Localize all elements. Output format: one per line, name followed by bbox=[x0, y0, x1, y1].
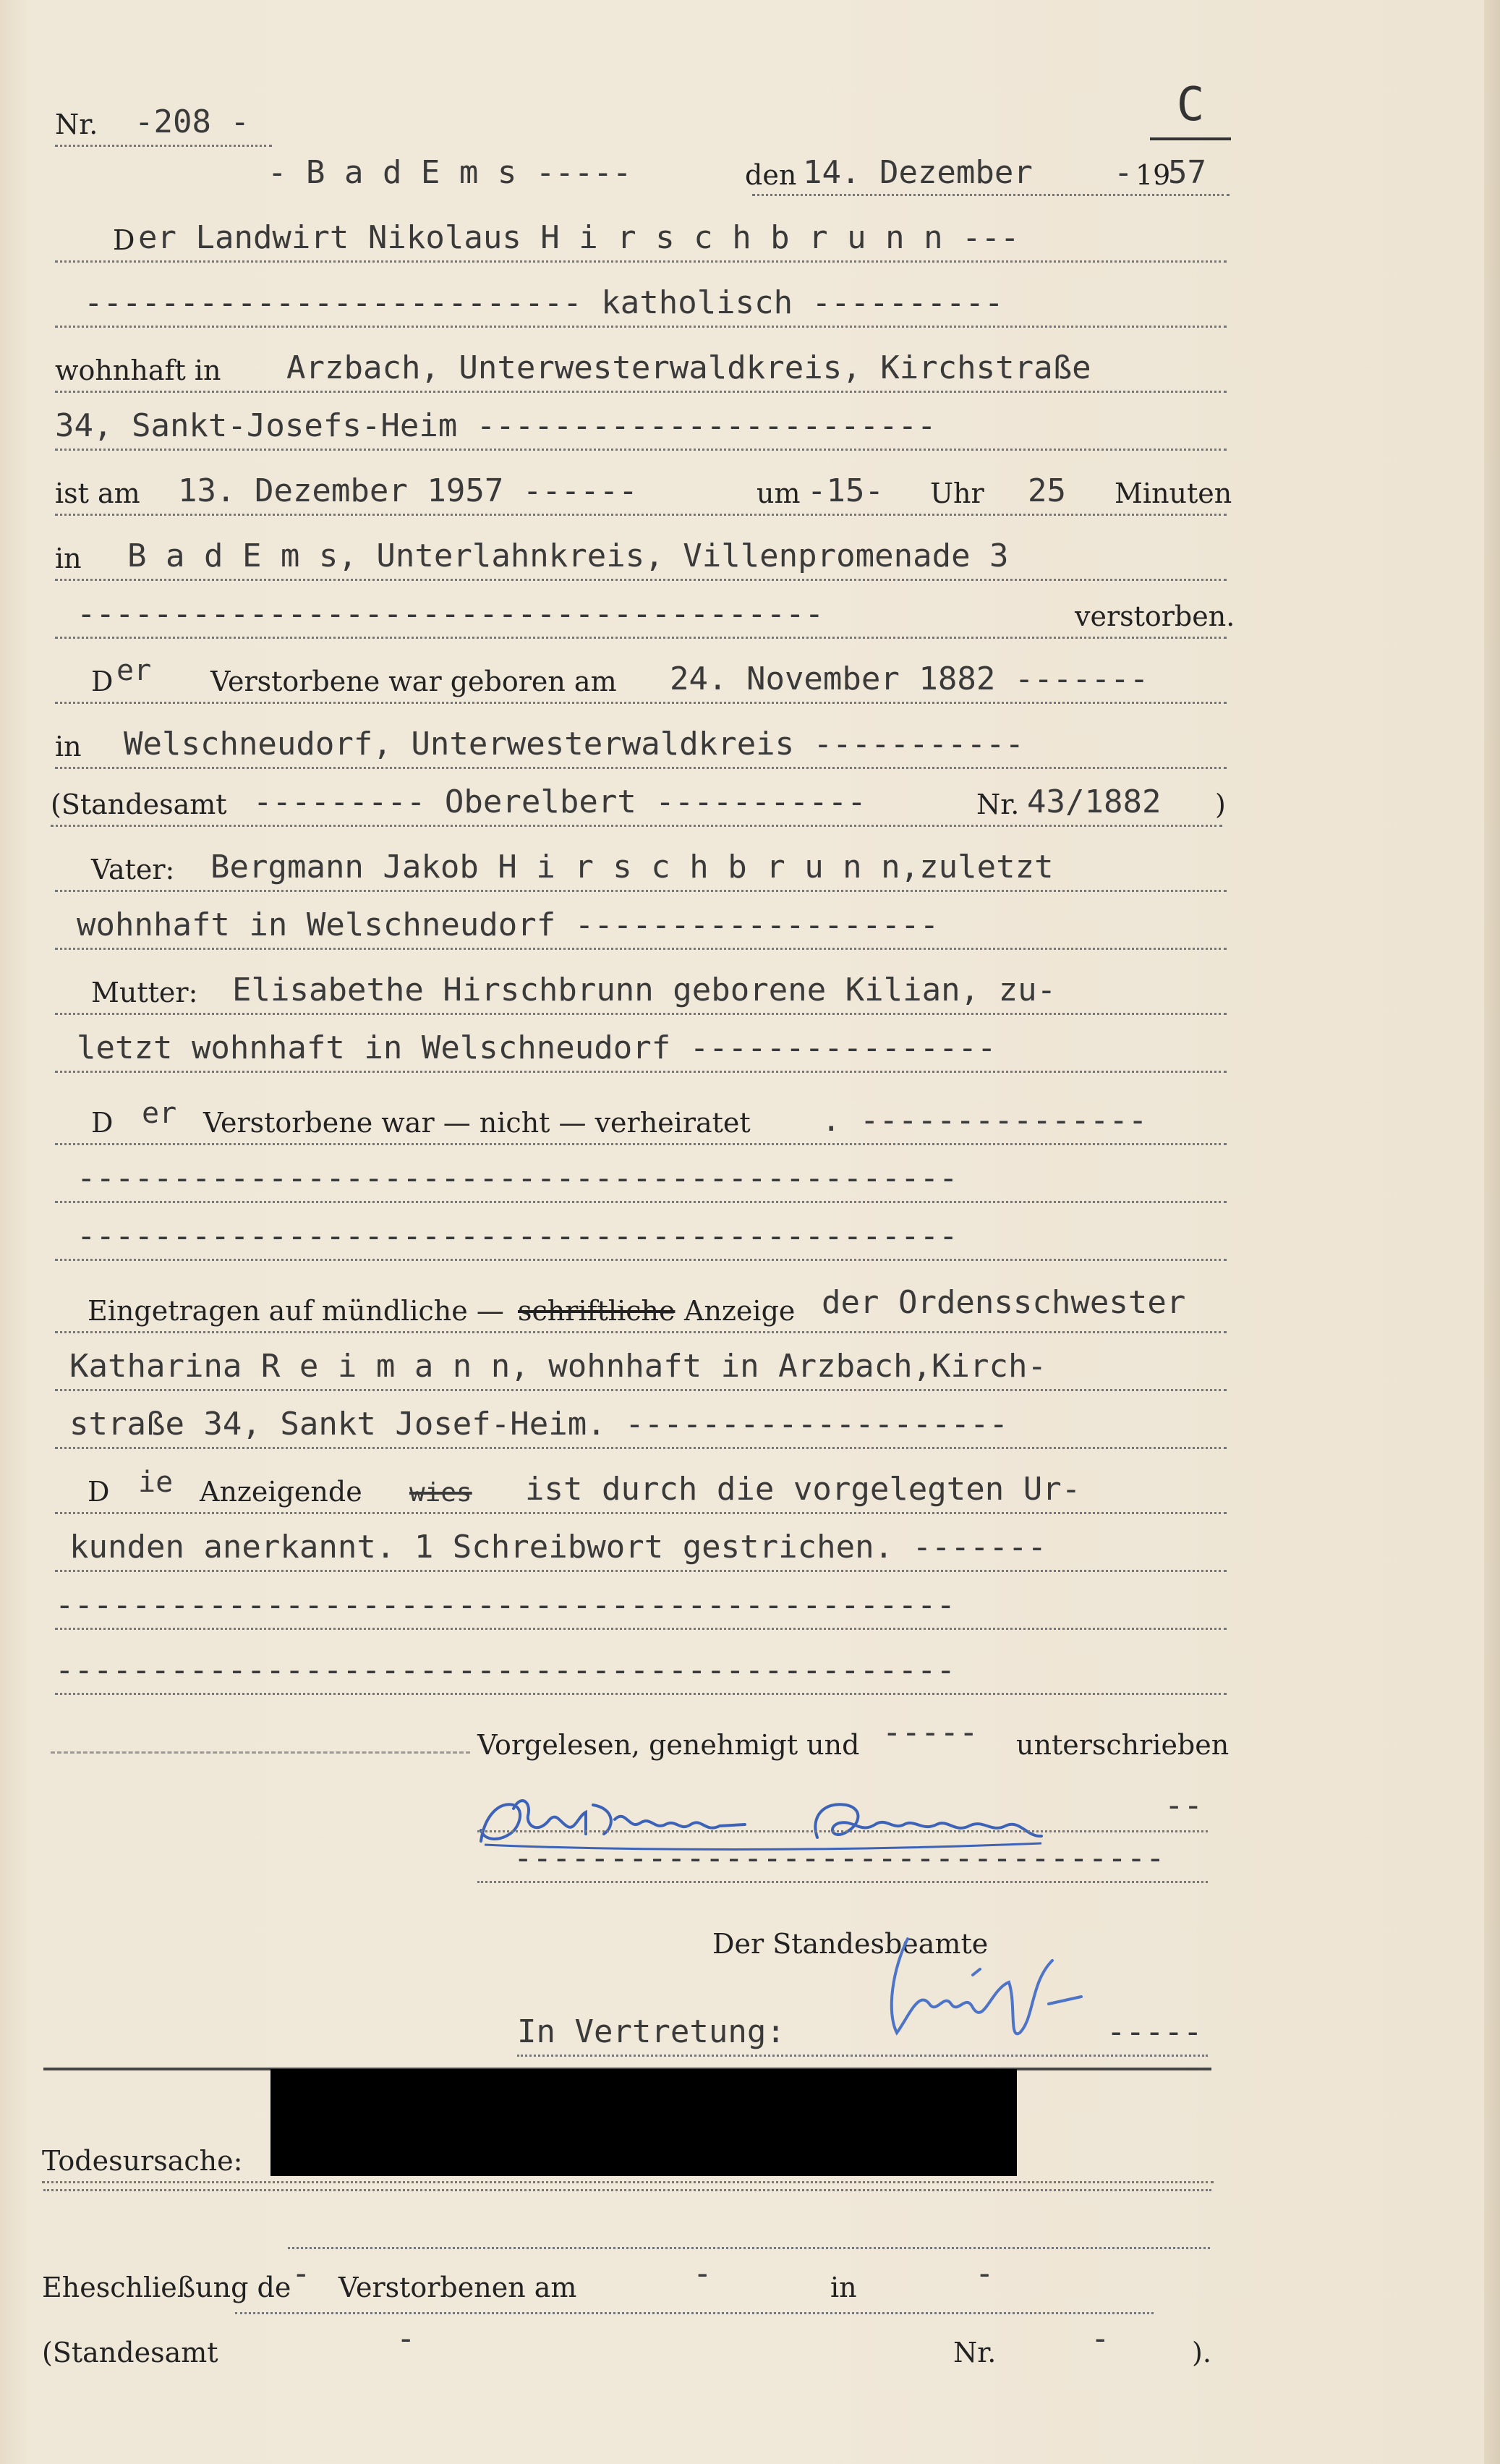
marital-dashes-text-1: ---------------------------------------------- bbox=[77, 1160, 958, 1197]
mutter-2: letzt wohnhaft in Welschneudorf ---------------- bbox=[77, 1029, 997, 1066]
nr-label: Nr. bbox=[55, 109, 98, 140]
birth-nr-label: Nr. bbox=[976, 789, 1020, 820]
year-suffix: 57 bbox=[1168, 154, 1206, 191]
anzeige-label: Anzeige bbox=[684, 1295, 796, 1327]
standesbeamte-label: Der Standesbeamte bbox=[712, 1928, 989, 1960]
marital-line bbox=[55, 1085, 1227, 1145]
ehe-in-value: - bbox=[975, 2255, 994, 2292]
header-date: 14. Dezember bbox=[803, 154, 1033, 191]
birth-d-prefix: D bbox=[91, 666, 114, 697]
vertretung-dash: ----- bbox=[1107, 2013, 1203, 2050]
address-2: 34, Sankt-Josefs-Heim ------------------------ bbox=[55, 407, 937, 444]
person-name: er Landwirt Nikolaus H i r s c h b r u n n --- bbox=[138, 219, 1020, 256]
mutter-label: Mutter: bbox=[91, 977, 198, 1008]
eheschliessung-underline bbox=[288, 2247, 1210, 2249]
todesursache-label: Todesursache: bbox=[42, 2145, 243, 2177]
address-1: Arzbach, Unterwesterwaldkreis, Kirchstraße bbox=[286, 349, 1091, 386]
death-hour: -15- bbox=[807, 472, 884, 509]
death-minutes: 25 bbox=[1028, 472, 1066, 509]
vater-label: Vater: bbox=[91, 854, 175, 885]
redaction-box bbox=[270, 2069, 1017, 2176]
informant-line-3 bbox=[55, 1389, 1227, 1449]
ehe-am-value: - bbox=[693, 2255, 712, 2292]
informant-dashes-1 bbox=[55, 1570, 1227, 1630]
death-date-line bbox=[55, 456, 1232, 516]
uhr-label: Uhr bbox=[930, 477, 984, 509]
marital-d-prefix: D bbox=[91, 1107, 114, 1139]
informant-line-5 bbox=[55, 1512, 1227, 1572]
date-underline bbox=[752, 194, 1230, 196]
birth-label: Verstorbene war geboren am bbox=[210, 666, 617, 697]
page-fold bbox=[1484, 0, 1500, 2464]
ehe-nr-value: - bbox=[1091, 2320, 1110, 2357]
eheschliessung-line bbox=[42, 2250, 1214, 2308]
mutter-line-1 bbox=[55, 955, 1227, 1015]
unterschrieben-label: unterschrieben bbox=[1016, 1729, 1230, 1761]
vorgelesen-left-dash bbox=[51, 1751, 470, 1754]
todesursache-underline bbox=[43, 2189, 1211, 2191]
vater-1: Bergmann Jakob H i r s c h b r u n n,zuletzt bbox=[210, 849, 1054, 885]
marital-dashes-1 bbox=[55, 1143, 1227, 1203]
birth-standesamt-line bbox=[51, 767, 1226, 827]
informant-dashes-text-2: ----------------------------------------------- bbox=[55, 1652, 956, 1688]
ehe-dash: - bbox=[291, 2255, 311, 2292]
person-line-1 bbox=[55, 203, 1227, 263]
ehe-nr-label: Nr. bbox=[953, 2337, 997, 2369]
informant-dashes-text-1: ----------------------------------------------- bbox=[55, 1586, 956, 1623]
vater-line-2 bbox=[55, 890, 1227, 950]
wies-struck: wies bbox=[409, 1478, 472, 1508]
verstorben-label: verstorben. bbox=[1075, 600, 1235, 632]
vater-line-1 bbox=[55, 832, 1227, 892]
year-dash: - bbox=[1114, 154, 1133, 191]
informant-2: Katharina R e i m a n n, wohnhaft in Arzbach,Kirch- bbox=[69, 1348, 1047, 1385]
birth-date: 24. November 1882 ------- bbox=[670, 660, 1149, 697]
death-place: B a d E m s, Unterlahnkreis, Villenpromenade 3 bbox=[127, 538, 1009, 574]
standesamt-label: (Standesamt bbox=[51, 789, 227, 820]
informant-4: ist durch die vorgelegten Ur- bbox=[525, 1471, 1081, 1508]
ehe-standesamt-label: (Standesamt bbox=[42, 2337, 218, 2369]
death-dashes: --------------------------------------- bbox=[77, 595, 824, 632]
marital-value: . --------------- bbox=[822, 1102, 1148, 1139]
header-place: - B a d E m s ----- bbox=[268, 154, 632, 191]
official-signature bbox=[864, 1924, 1103, 2055]
informant-dashes-2 bbox=[55, 1635, 1227, 1695]
informant-3: straße 34, Sankt Josef-Heim. -------------------- bbox=[69, 1406, 1009, 1443]
ehe-close: ). bbox=[1192, 2337, 1211, 2369]
nr-line bbox=[55, 87, 272, 147]
wohnhaft-label: wohnhaft in bbox=[55, 354, 221, 386]
um-label: um bbox=[757, 477, 801, 509]
marital-d-suffix: er bbox=[142, 1097, 177, 1130]
ehe-standesamt-underline bbox=[235, 2312, 1154, 2314]
verstorben-line bbox=[55, 579, 1235, 639]
in-label: in bbox=[55, 543, 82, 574]
marital-dashes-text-2: ---------------------------------------------- bbox=[77, 1218, 958, 1254]
birth-nr: 43/1882 bbox=[1027, 783, 1162, 820]
anzeigende-d-prefix: D bbox=[88, 1476, 110, 1508]
vertretung-line bbox=[517, 1997, 1208, 2057]
birth-standesamt: --------- Oberelbert ----------- bbox=[253, 783, 866, 820]
den-label: den bbox=[745, 159, 797, 191]
birth-date-line bbox=[55, 644, 1227, 704]
signature-dashes-line bbox=[477, 1823, 1208, 1883]
ehe-standesamt-line bbox=[42, 2315, 1214, 2373]
place-date-line bbox=[268, 137, 1230, 195]
verstorbenen-am-label: Verstorbenen am bbox=[338, 2272, 577, 2303]
address-line-1 bbox=[55, 333, 1227, 393]
ist-am-label: ist am bbox=[55, 477, 140, 509]
vorgelesen-line bbox=[477, 1707, 1230, 1765]
signature-dashes: -- bbox=[1164, 1787, 1203, 1824]
birth-close: ) bbox=[1215, 789, 1226, 820]
person-line-2 bbox=[55, 268, 1227, 328]
marital-label: Verstorbene war — nicht — verheiratet bbox=[203, 1107, 751, 1139]
address-line-2 bbox=[55, 391, 1227, 451]
eingetragen-label: Eingetragen auf mündliche — bbox=[88, 1295, 504, 1327]
birth-place-line bbox=[55, 709, 1227, 769]
vertretung-text: In Vertretung: bbox=[517, 2013, 785, 2050]
nr-value: -208 - bbox=[135, 103, 250, 140]
ehe-standesamt-value: - bbox=[396, 2320, 416, 2357]
year-prefix: 19 bbox=[1135, 159, 1171, 191]
ehe-in-label: in bbox=[830, 2272, 857, 2303]
vorgelesen-label: Vorgelesen, genehmigt und bbox=[477, 1729, 860, 1761]
person-religion: -------------------------- katholisch ---------- bbox=[84, 284, 1004, 321]
marital-dashes-2 bbox=[55, 1201, 1227, 1261]
informant-line-1: der Ordensschwester bbox=[822, 1284, 1186, 1321]
c-mark: C bbox=[1150, 72, 1231, 140]
death-place-line bbox=[55, 521, 1227, 581]
death-date: 13. Dezember 1957 ------ bbox=[178, 472, 638, 509]
mutter-line-2 bbox=[55, 1013, 1227, 1073]
anzeigende-line bbox=[55, 1454, 1227, 1514]
minuten-label: Minuten bbox=[1115, 477, 1232, 509]
vater-2: wohnhaft in Welschneudorf ------------------- bbox=[77, 906, 939, 943]
birth-d-suffix: er bbox=[116, 654, 152, 687]
eingetragen-line bbox=[55, 1273, 1227, 1333]
d-prefix: D bbox=[113, 224, 135, 256]
informant-5: kunden anerkannt. 1 Schreibwort gestrichen. ------- bbox=[69, 1529, 1047, 1566]
mutter-1: Elisabethe Hirschbrunn geborene Kilian, zu- bbox=[232, 972, 1057, 1008]
birth-in-label: in bbox=[55, 731, 82, 762]
birth-place: Welschneudorf, Unterwesterwaldkreis ----------- bbox=[124, 726, 1025, 762]
vorgelesen-dash: ----- bbox=[882, 1714, 979, 1751]
anzeigende-d-suffix: ie bbox=[138, 1466, 174, 1499]
informant-line-2 bbox=[55, 1331, 1227, 1391]
schriftliche-struck: schriftliche bbox=[518, 1295, 676, 1327]
eheschliessung-label: Eheschließung de bbox=[42, 2272, 291, 2303]
signature-dashes-text: ---------------------------------- bbox=[514, 1840, 1165, 1877]
anzeigende-label: Anzeigende bbox=[200, 1476, 362, 1508]
